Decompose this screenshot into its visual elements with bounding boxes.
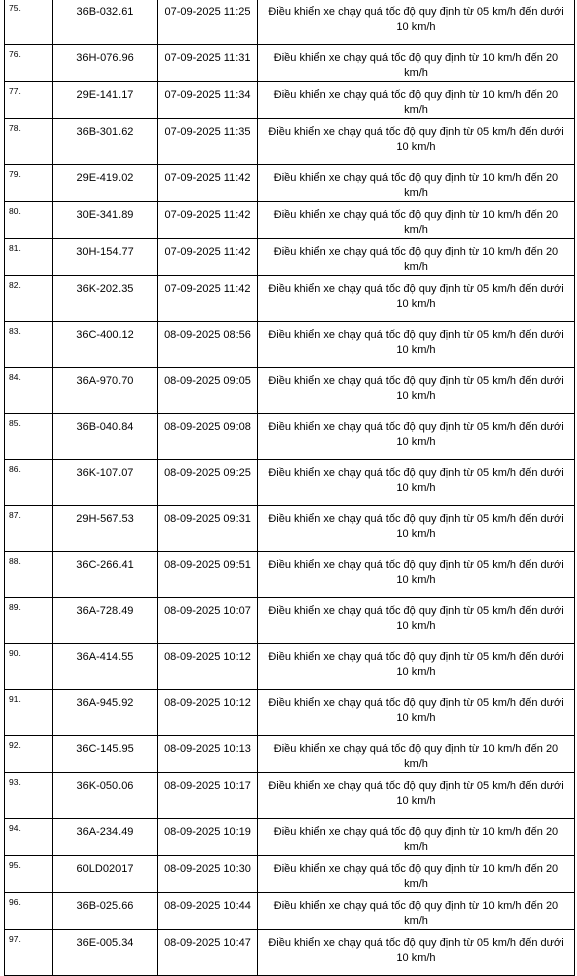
row-index-cell: 87. [5,506,53,552]
violation-time-cell: 07-09-2025 11:31 [158,45,258,82]
table-row [5,690,575,736]
row-index-cell: 85. [5,414,53,460]
row-index-cell: 78. [5,119,53,165]
violation-description-cell: Điều khiển xe chạy quá tốc độ quy định từ 10 km/h đến 20 km/h [258,893,575,930]
row-index-cell: 80. [5,202,53,239]
row-index-cell: 96. [5,893,53,930]
violation-description-cell: Điều khiển xe chạy quá tốc độ quy định từ 05 km/h đến dưới 10 km/h [258,0,575,45]
row-index-cell: 91. [5,690,53,736]
violation-time-cell: 08-09-2025 10:30 [158,856,258,893]
violation-description-cell: Điều khiển xe chạy quá tốc độ quy định từ 05 km/h đến dưới 10 km/h [258,460,575,506]
violation-description-cell: Điều khiển xe chạy quá tốc độ quy định từ 10 km/h đến 20 km/h [258,239,575,276]
row-index-cell: 82. [5,276,53,322]
violation-description-cell: Điều khiển xe chạy quá tốc độ quy định từ 10 km/h đến 20 km/h [258,165,575,202]
table-row [5,0,575,45]
table-row [5,202,575,239]
violation-time-cell: 08-09-2025 10:07 [158,598,258,644]
license-plate-cell: 36B-032.61 [53,0,158,45]
table-row [5,856,575,893]
violation-time-cell: 08-09-2025 10:12 [158,644,258,690]
table-row [5,322,575,368]
license-plate-cell: 36K-202.35 [53,276,158,322]
license-plate-cell: 36A-970.70 [53,368,158,414]
row-index-cell: 83. [5,322,53,368]
license-plate-cell: 36B-040.84 [53,414,158,460]
violation-description-cell: Điều khiển xe chạy quá tốc độ quy định từ 05 km/h đến dưới 10 km/h [258,552,575,598]
table-row [5,598,575,644]
violation-time-cell: 08-09-2025 09:31 [158,506,258,552]
violation-time-cell: 08-09-2025 09:08 [158,414,258,460]
violation-time-cell: 07-09-2025 11:35 [158,119,258,165]
table-row [5,552,575,598]
license-plate-cell: 60LD02017 [53,856,158,893]
row-index-cell: 95. [5,856,53,893]
row-index-cell: 77. [5,82,53,119]
license-plate-cell: 30E-341.89 [53,202,158,239]
table-row [5,893,575,930]
license-plate-cell: 36C-266.41 [53,552,158,598]
violation-time-cell: 07-09-2025 11:25 [158,0,258,45]
row-index-cell: 97. [5,930,53,976]
license-plate-cell: 36A-234.49 [53,819,158,856]
license-plate-cell: 29E-419.02 [53,165,158,202]
violation-time-cell: 08-09-2025 10:17 [158,773,258,819]
violation-description-cell: Điều khiển xe chạy quá tốc độ quy định từ 10 km/h đến 20 km/h [258,202,575,239]
license-plate-cell: 36K-050.06 [53,773,158,819]
violation-time-cell: 08-09-2025 10:19 [158,819,258,856]
license-plate-cell: 36A-728.49 [53,598,158,644]
violation-time-cell: 08-09-2025 09:25 [158,460,258,506]
violation-time-cell: 07-09-2025 11:42 [158,239,258,276]
violation-time-cell: 07-09-2025 11:42 [158,165,258,202]
violation-time-cell: 08-09-2025 08:56 [158,322,258,368]
violation-description-cell: Điều khiển xe chạy quá tốc độ quy định từ 05 km/h đến dưới 10 km/h [258,119,575,165]
violation-description-cell: Điều khiển xe chạy quá tốc độ quy định từ 05 km/h đến dưới 10 km/h [258,322,575,368]
row-index-cell: 86. [5,460,53,506]
row-index-cell: 93. [5,773,53,819]
license-plate-cell: 29H-567.53 [53,506,158,552]
license-plate-cell: 30H-154.77 [53,239,158,276]
violation-description-cell: Điều khiển xe chạy quá tốc độ quy định từ 05 km/h đến dưới 10 km/h [258,276,575,322]
violation-time-cell: 07-09-2025 11:34 [158,82,258,119]
table-row [5,276,575,322]
violation-description-cell: Điều khiển xe chạy quá tốc độ quy định từ 05 km/h đến dưới 10 km/h [258,506,575,552]
license-plate-cell: 36K-107.07 [53,460,158,506]
license-plate-cell: 29E-141.17 [53,82,158,119]
violation-time-cell: 08-09-2025 10:44 [158,893,258,930]
row-index-cell: 84. [5,368,53,414]
row-index-cell: 92. [5,736,53,773]
violation-description-cell: Điều khiển xe chạy quá tốc độ quy định từ 10 km/h đến 20 km/h [258,45,575,82]
violation-description-cell: Điều khiển xe chạy quá tốc độ quy định từ 10 km/h đến 20 km/h [258,82,575,119]
license-plate-cell: 36C-145.95 [53,736,158,773]
row-index-cell: 76. [5,45,53,82]
license-plate-cell: 36H-076.96 [53,45,158,82]
row-index-cell: 90. [5,644,53,690]
row-index-cell: 75. [5,0,53,45]
table-row [5,644,575,690]
violation-description-cell: Điều khiển xe chạy quá tốc độ quy định từ 05 km/h đến dưới 10 km/h [258,690,575,736]
violations-table [4,0,575,976]
table-row [5,368,575,414]
license-plate-cell: 36E-005.34 [53,930,158,976]
table-row [5,45,575,82]
row-index-cell: 81. [5,239,53,276]
table-row [5,460,575,506]
row-index-cell: 79. [5,165,53,202]
table-row [5,165,575,202]
violation-description-cell: Điều khiển xe chạy quá tốc độ quy định từ 05 km/h đến dưới 10 km/h [258,930,575,976]
table-row [5,414,575,460]
violation-time-cell: 07-09-2025 11:42 [158,202,258,239]
license-plate-cell: 36A-945.92 [53,690,158,736]
table-row [5,773,575,819]
table-row [5,82,575,119]
violation-time-cell: 08-09-2025 09:51 [158,552,258,598]
license-plate-cell: 36C-400.12 [53,322,158,368]
table-row [5,119,575,165]
violation-time-cell: 08-09-2025 09:05 [158,368,258,414]
license-plate-cell: 36A-414.55 [53,644,158,690]
violation-time-cell: 08-09-2025 10:13 [158,736,258,773]
violation-description-cell: Điều khiển xe chạy quá tốc độ quy định từ 10 km/h đến 20 km/h [258,856,575,893]
table-row [5,506,575,552]
violation-time-cell: 08-09-2025 10:12 [158,690,258,736]
violation-description-cell: Điều khiển xe chạy quá tốc độ quy định từ 05 km/h đến dưới 10 km/h [258,644,575,690]
violation-description-cell: Điều khiển xe chạy quá tốc độ quy định từ 05 km/h đến dưới 10 km/h [258,773,575,819]
license-plate-cell: 36B-025.66 [53,893,158,930]
violation-description-cell: Điều khiển xe chạy quá tốc độ quy định từ 05 km/h đến dưới 10 km/h [258,598,575,644]
table-row [5,239,575,276]
license-plate-cell: 36B-301.62 [53,119,158,165]
violation-description-cell: Điều khiển xe chạy quá tốc độ quy định từ 10 km/h đến 20 km/h [258,819,575,856]
table-body [5,0,575,976]
row-index-cell: 89. [5,598,53,644]
table-row [5,736,575,773]
row-index-cell: 88. [5,552,53,598]
violation-description-cell: Điều khiển xe chạy quá tốc độ quy định từ 05 km/h đến dưới 10 km/h [258,414,575,460]
violation-description-cell: Điều khiển xe chạy quá tốc độ quy định từ 10 km/h đến 20 km/h [258,736,575,773]
table-row [5,819,575,856]
row-index-cell: 94. [5,819,53,856]
violation-time-cell: 07-09-2025 11:42 [158,276,258,322]
violation-time-cell: 08-09-2025 10:47 [158,930,258,976]
violation-description-cell: Điều khiển xe chạy quá tốc độ quy định từ 05 km/h đến dưới 10 km/h [258,368,575,414]
table-row [5,930,575,976]
